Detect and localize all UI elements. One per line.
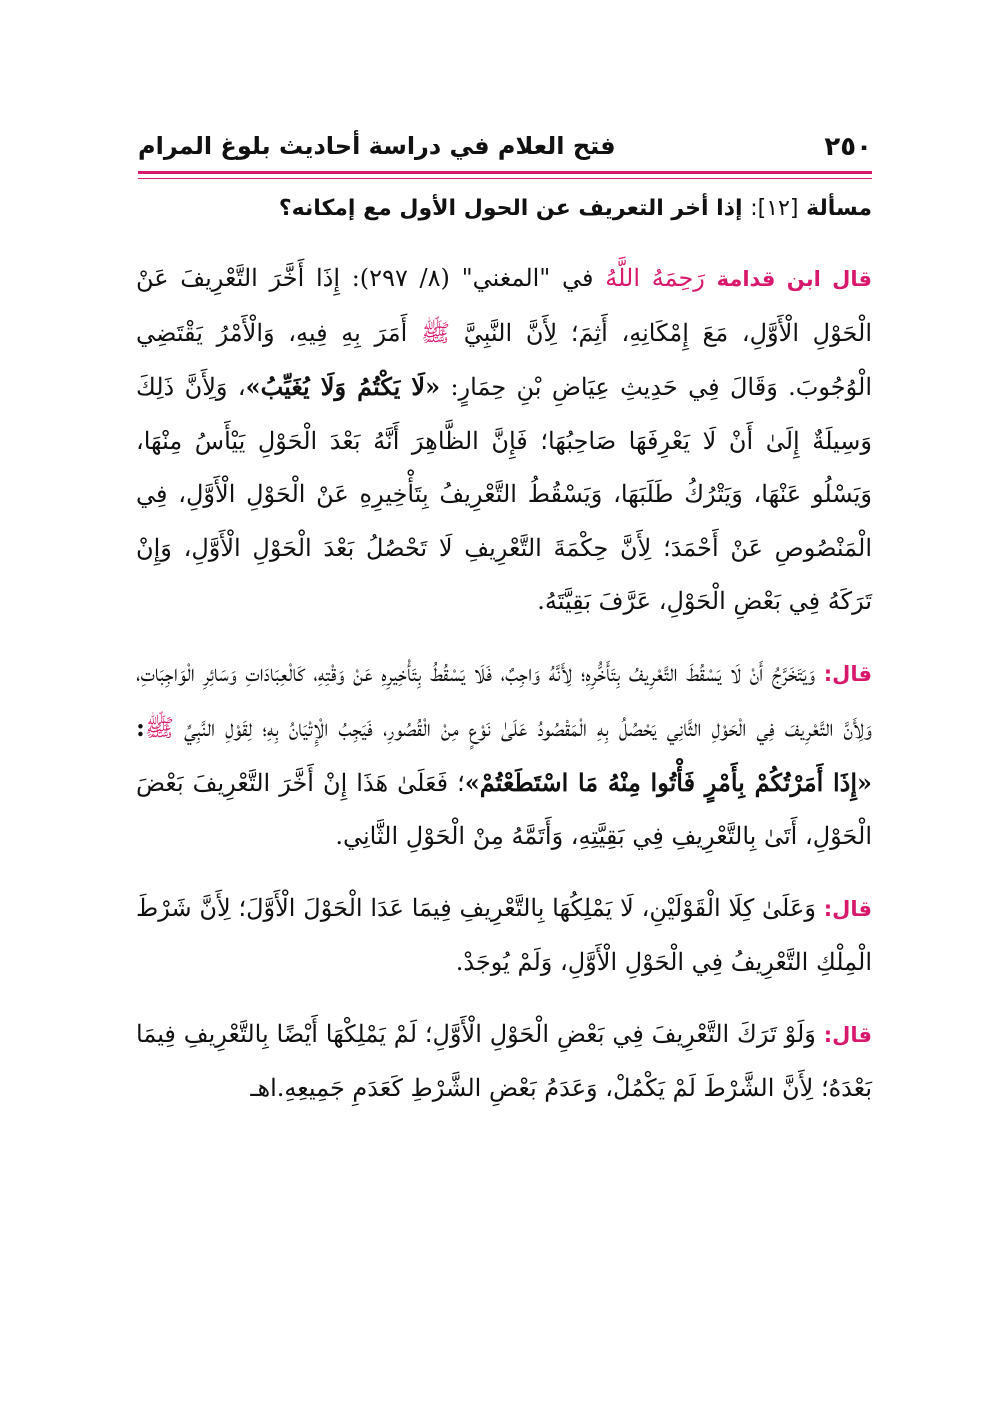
paragraph-partial-year (136, 1008, 872, 1116)
running-title: فتح العلام في دراسة أحاديث بلوغ المرام (138, 132, 616, 160)
paragraph-both-opinions (136, 882, 872, 990)
page-header (138, 126, 872, 170)
issue-title: إذا أخر التعريف عن الحول الأول مع إمكانه؟ (278, 196, 743, 221)
paragraph-text: وَيَتَخَرَّجُ أَنْ لَا يَسْقُطَ التَّعْرِيفُ بِتَأَخُّرِهِ؛ لِأَنَّهُ وَاجِبٌ، فَلَا يَسْقُطُ بِتَأْخِيرِهِ عَنْ وَقْتِهِ، كَالْعِبَادَاتِ وَسَائِرِ الْوَاجِبَاتِ، وَلِأَنَّ التَّعْرِيفَ فِي الْحَوْلِ الثَّانِي يَحْصُلُ بِهِ الْمَقْصُودُ عَلَىٰ نَوْعٍ مِنْ الْقُصُورِ، فَيَجِبُ الْإِتْيَانُ بِهِ؛ لِقَوْلِ النَّبِيِّ (136, 658, 872, 742)
header-rule-thick (138, 171, 872, 174)
page-number: ٢٥٠ (824, 132, 872, 162)
salutation-glyph: ﷺ (144, 714, 174, 742)
issue-number: [١٢]: (750, 196, 799, 221)
paragraph-second-opinion (136, 647, 872, 864)
header-rule-thin (138, 178, 872, 179)
speaker-label: قال: (823, 896, 872, 921)
hadith-quote: «لَا يَكْتُمُ وَلَا يُغَيِّبُ» (245, 372, 441, 401)
issue-label: مسألة (806, 196, 872, 221)
paragraph-text: في "المغني" (٨/ ٢٩٧): إِذَا أَخَّرَ التَّعْرِيفَ عَنْ الْحَوْلِ الْأَوَّلِ، مَعَ إِمْكَانِهِ، أَثِمَ؛ لِأَنَّ النَّبِيَّ (136, 264, 872, 347)
hadith-quote: : «إِذَا أَمَرْتُكُمْ بِأَمْرٍ فَأْتُوا مِنْهُ مَا اسْتَطَعْتُمْ» (136, 713, 872, 797)
paragraph-text: وَلَوْ تَرَكَ التَّعْرِيفَ فِي بَعْضِ الْحَوْلِ الْأَوَّلِ؛ لَمْ يَمْلِكْهَا أَيْضًا بِالتَّعْرِيفِ فِيمَا بَعْدَهُ؛ لِأَنَّ الشَّرْطَ لَمْ يَكْمُلْ، وَعَدَمُ بَعْضِ الشَّرْطِ كَعَدَمِ جَمِيعِهِ.اهـ (136, 1019, 872, 1102)
paragraph-text: وَعَلَىٰ كِلَا الْقَوْلَيْنِ، لَا يَمْلِكُهَا بِالتَّعْرِيفِ فِيمَا عَدَا الْحَوْلَ الْأَوَّلَ؛ لِأَنَّ شَرْطَ الْمِلْكِ التَّعْرِيفُ فِي الْحَوْلِ الْأَوَّلِ، وَلَمْ يُوجَدْ. (136, 893, 872, 976)
paragraph-text: ؛ فَعَلَىٰ هَذَا إِنْ أَخَّرَ التَّعْرِيفَ بَعْضَ الْحَوْلِ، أَتَىٰ بِالتَّعْرِيفِ فِي بَقِيَّتِهِ، وَأَتَمَّهُ مِنْ الْحَوْلِ الثَّانِي. (136, 768, 872, 850)
paragraph-ibn-qudama (136, 252, 872, 629)
body-text (136, 252, 872, 1116)
speaker-label: قال: (823, 1022, 872, 1047)
speaker-label: قال ابن قدامة (716, 267, 873, 291)
honorific-glyph: رَحِمَهُ اللَّهُ (605, 264, 705, 292)
issue-heading (132, 196, 872, 221)
paragraph-text: ، وَلِأَنَّ ذَلِكَ وَسِيلَةٌ إِلَىٰ أَنْ لَا يَعْرِفَهَا صَاحِبُهَا؛ فَإِنَّ الظَّاهِرَ أَنَّهُ بَعْدَ الْحَوْلِ يَيْأَسُ مِنْهَا، وَيَسْلُو عَنْهَا، وَيَتْرُكُ طَلَبَهَا، وَيَسْقُطُ التَّعْرِيفُ بِتَأْخِيرِهِ عَنْ الْحَوْلِ الْأَوَّلِ، فِي الْمَنْصُوصِ عَنْ أَحْمَدَ؛ لِأَنَّ حِكْمَةَ التَّعْرِيفِ لَا تَحْصُلُ بَعْدَ الْحَوْلِ الْأَوَّلِ، وَإِنْ تَرَكَهُ فِي بَعْضِ الْحَوْلِ، عَرَّفَ بَقِيَّتَهُ. (136, 373, 872, 615)
salutation-glyph: ﷺ (421, 318, 450, 347)
paragraph-text: أَمَرَ بِهِ فِيهِ، وَالْأَمْرُ يَقْتَضِي الْوُجُوبَ. وَقَالَ فِي حَدِيثِ عِيَاضِ بْنِ حِمَارٍ: (136, 318, 872, 401)
speaker-label: قال: (823, 661, 872, 686)
